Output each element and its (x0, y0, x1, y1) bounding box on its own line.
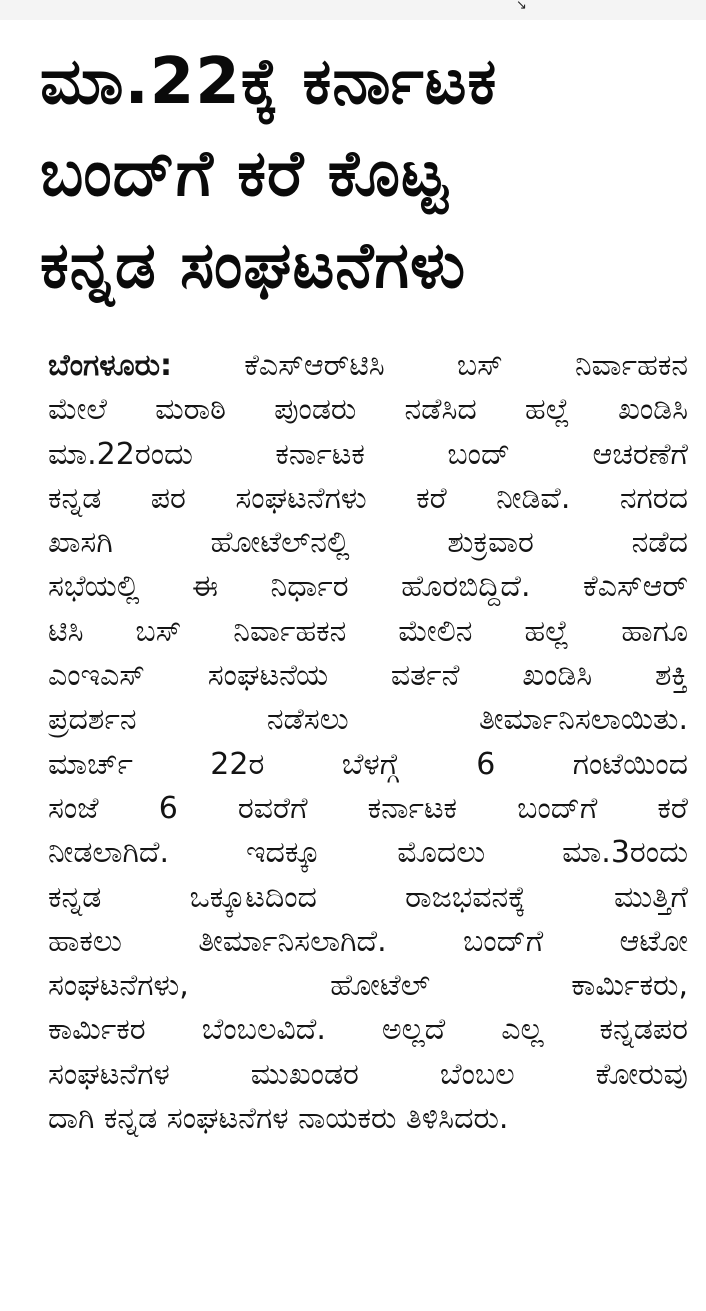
article-line-text: ಕೆಎಸ್‌ಆರ್‌ಟಿಸಿ ಬಸ್ ನಿರ್ವಾಹಕನ (244, 348, 688, 383)
headline (40, 36, 680, 312)
article-line: ಮಾ.22ರಂದು ಕರ್ನಾಟಕ ಬಂದ್ ಆಚರಣೆಗೆ (48, 436, 688, 472)
headline-line: ಕನ್ನಡ ಸಂಘಟನೆಗಳು (40, 229, 467, 303)
article-line: ಕನ್ನಡ ಪರ ಸಂಘಟನೆಗಳು ಕರೆ ನೀಡಿವೆ. ನಗರದ (48, 480, 688, 516)
article-line: ಮೇಲೆ ಮರಾಠಿ ಪುಂಡರು ನಡೆಸಿದ ಹಲ್ಲೆ ಖಂಡಿಸಿ (48, 392, 688, 428)
article-line: ಕಾರ್ಮಿಕರ ಬೆಂಬಲವಿದೆ. ಅಲ್ಲದೆ ಎಲ್ಲ ಕನ್ನಡಪರ (48, 1012, 688, 1048)
article-line: ಸಭೆಯಲ್ಲಿ ಈ ನಿರ್ಧಾರ ಹೊರಬಿದ್ದಿದೆ. ಕೆಎಸ್‌ಆರ್ (48, 569, 688, 605)
article-line: ಎಂಇಎಸ್ ಸಂಘಟನೆಯ ವರ್ತನೆ ಖಂಡಿಸಿ ಶಕ್ತಿ (48, 658, 688, 694)
article-line: ಪ್ರದರ್ಶನ ನಡೆಸಲು ತೀರ್ಮಾನಿಸಲಾಯಿತು. (48, 702, 688, 738)
article-line: ಸಂಜೆ 6 ರವರೆಗೆ ಕರ್ನಾಟಕ ಬಂದ್‌ಗೆ ಕರೆ (48, 790, 688, 826)
article-body (48, 344, 688, 1141)
article-line: ಸಂಘಟನೆಗಳು, ಹೋಟೆಲ್ ಕಾರ್ಮಿಕರು, (48, 968, 688, 1004)
article-line: ಹಾಕಲು ತೀರ್ಮಾನಿಸಲಾಗಿದೆ. ಬಂದ್‌ಗೆ ಆಟೋ (48, 923, 688, 959)
article-line: ಮಾರ್ಚ್ 22ರ ಬೆಳಗ್ಗೆ 6 ಗಂಟೆಯಿಂದ (48, 746, 688, 782)
article-line: ದಾಗಿ ಕನ್ನಡ ಸಂಘಟನೆಗಳ ನಾಯಕರು ತಿಳಿಸಿದರು. (48, 1101, 509, 1137)
article-line (48, 344, 688, 388)
dateline: ಬೆಂಗಳೂರು: (48, 348, 173, 383)
headline-line: ಮಾ.22ಕ್ಕೆ ಕರ್ನಾಟಕ (40, 45, 498, 119)
article-line: ಸಂಘಟನೆಗಳ ಮುಖಂಡರ ಬೆಂಬಲ ಕೋರುವು (48, 1056, 688, 1092)
article-line: ಖಾಸಗಿ ಹೋಟೆಲ್‌ನಲ್ಲಿ ಶುಕ್ರವಾರ ನಡೆದ (48, 525, 688, 561)
cropped-arrow-icon: ↘ (516, 0, 527, 13)
article-line: ಟಿಸಿ ಬಸ್ ನಿರ್ವಾಹಕನ ಮೇಲಿನ ಹಲ್ಲೆ ಹಾಗೂ (48, 613, 688, 649)
top-strip (0, 0, 706, 20)
headline-line: ಬಂದ್‌ಗೆ ಕರೆ ಕೊಟ್ಟ (40, 137, 449, 211)
article-line: ನೀಡಲಾಗಿದೆ. ಇದಕ್ಕೂ ಮೊದಲು ಮಾ.3ರಂದು (48, 835, 688, 871)
article-line: ಕನ್ನಡ ಒಕ್ಕೂಟದಿಂದ ರಾಜಭವನಕ್ಕೆ ಮುತ್ತಿಗೆ (48, 879, 688, 915)
